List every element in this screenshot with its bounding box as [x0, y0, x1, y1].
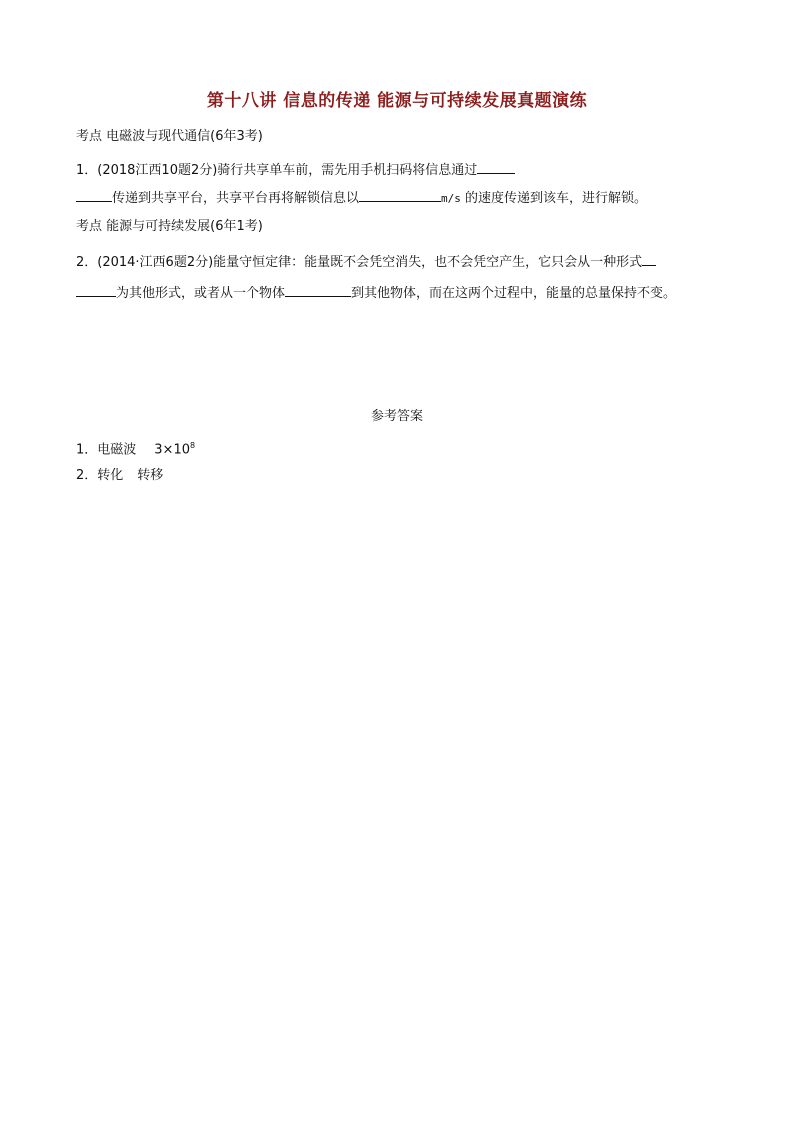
answers-heading: 参考答案 — [370, 409, 423, 424]
page-title: 第十八讲 信息的传递 能源与可持续发展真题演练 — [206, 91, 588, 111]
question-1-text-b: 传递到共享平台，共享平台再将解锁信息以 — [112, 191, 360, 206]
answer-2-label: 2．转化 — [76, 468, 124, 483]
question-2-line-1 — [76, 252, 726, 272]
question-1-text-c: 的速度传递到该车，进行解锁。 — [465, 191, 648, 206]
answer-1-value: 3×10 — [154, 442, 190, 458]
answer-blank-1a[interactable] — [477, 160, 515, 174]
answer-blank-1c[interactable] — [359, 188, 441, 202]
section-heading-communication: 考点 电磁波与现代通信(6年3考) — [76, 129, 263, 144]
answer-1-label: 1．电磁波 — [76, 442, 137, 458]
question-2-text-b: 为其他形式，或者从一个物体 — [116, 286, 286, 301]
question-1-text-a: 1．(2018江西10题2分)骑行共享单车前，需先用手机扫码将信息通过 — [76, 163, 478, 178]
answer-1 — [76, 437, 726, 459]
section-heading-energy: 考点 能源与可持续发展(6年1考) — [76, 219, 263, 234]
answer-2-value: 转移 — [137, 468, 164, 483]
question-2-text-a: 2．(2014·江西6题2分)能量守恒定律：能量既不会凭空消失，也不会凭空产生，它只会从一种形式 — [76, 255, 643, 270]
answer-1-exponent: 8 — [190, 441, 196, 450]
answer-blank-2a[interactable] — [642, 252, 656, 266]
question-2-text-c: 到其他物体，而在这两个过程中，能量的总量保持不变。 — [351, 286, 677, 301]
question-1-line-1 — [76, 160, 726, 180]
answer-blank-1b[interactable] — [76, 188, 112, 202]
question-1-line-2 — [76, 188, 726, 208]
answer-blank-2c[interactable] — [285, 283, 351, 297]
question-2-line-2 — [76, 283, 726, 303]
answer-blank-2b[interactable] — [76, 283, 116, 297]
answer-2 — [76, 467, 726, 485]
speed-unit: m/s — [441, 192, 461, 205]
